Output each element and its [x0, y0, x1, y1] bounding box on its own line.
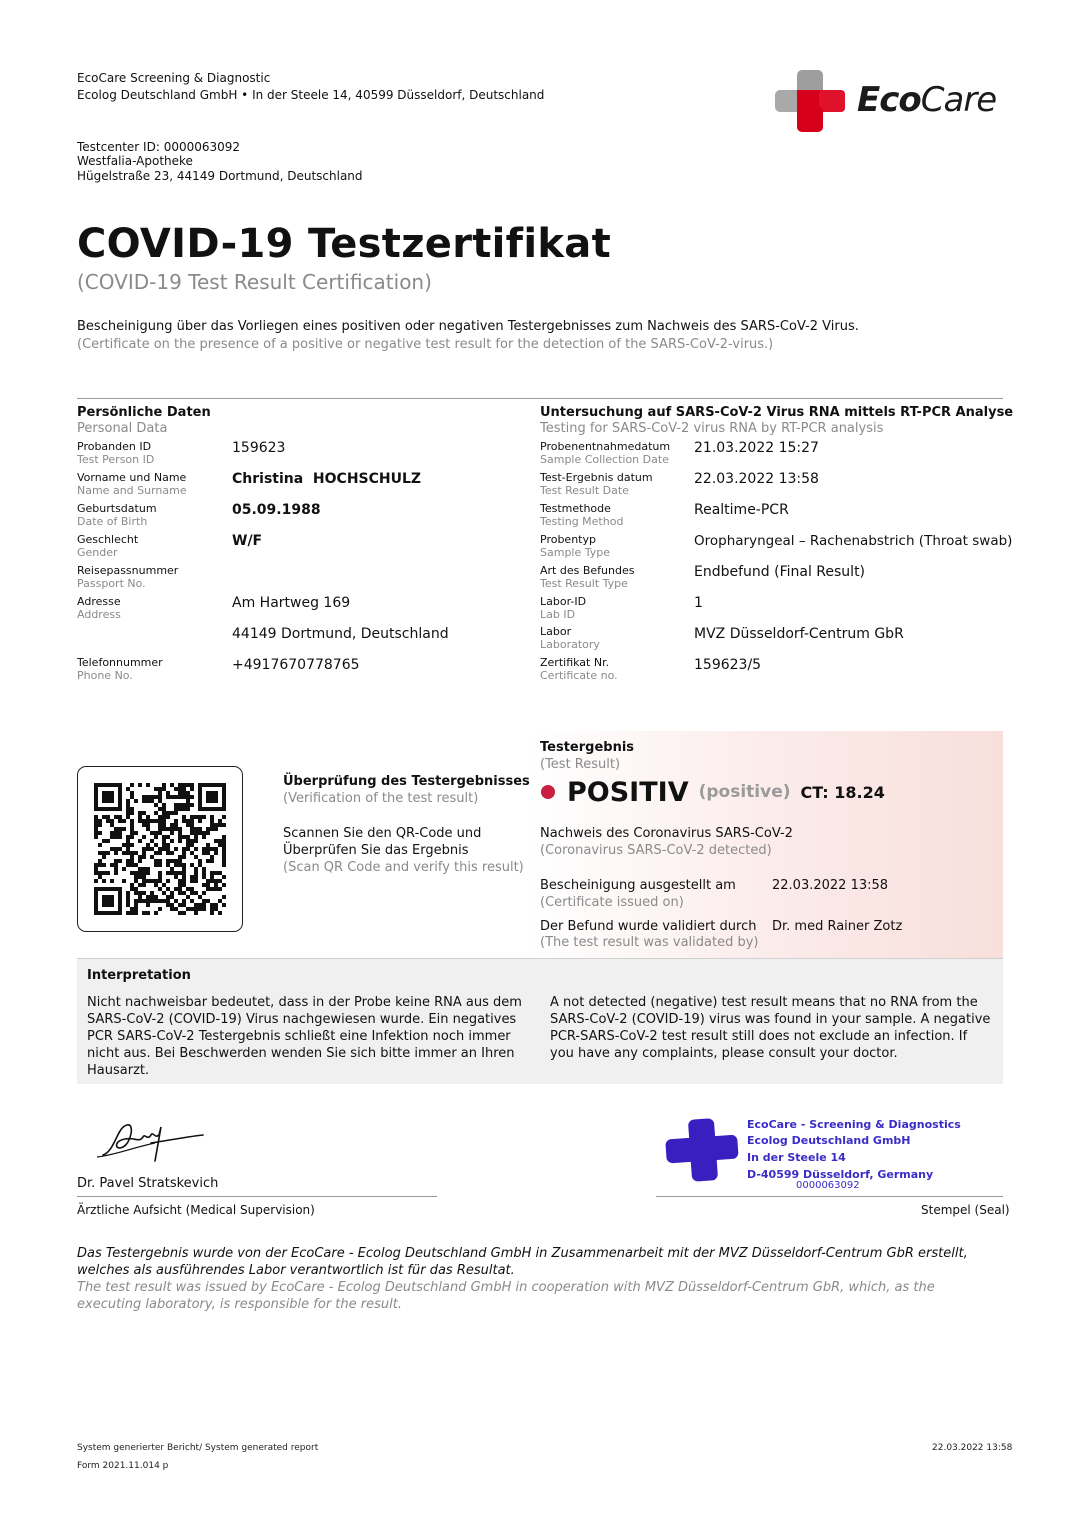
- testcenter-id: Testcenter ID: 0000063092: [77, 140, 241, 154]
- personal-row-passport: [77, 564, 178, 590]
- field-label-en: Testing Method: [540, 515, 624, 528]
- footer-form-number: Form 2021.11.014 p: [77, 1461, 169, 1471]
- disclaimer-de: Das Testergebnis wurde von der EcoCare - Ecolog Deutschland GmbH in Zusammenarbeit mit der MVZ Düsseldorf-Centrum GbR erstellt, welches als ausführendes Labor verantwortlich ist für das Resultat.: [77, 1246, 968, 1278]
- scan-instruction-2: Überprüfen Sie das Ergebnis: [283, 843, 469, 858]
- analysis-heading-en: Testing for SARS-CoV-2 virus RNA by RT-PCR analysis: [540, 421, 884, 436]
- qr-code-frame[interactable]: [77, 766, 243, 932]
- field-label-en: Address: [77, 608, 121, 621]
- disclaimer-en: The test result was issued by EcoCare - Ecolog Deutschland GmbH in cooperation with MVZ Düsseldorf-Centrum GbR, which, as the executing laboratory, is responsible for the result.: [77, 1280, 935, 1312]
- issued-value: 22.03.2022 13:58: [772, 878, 889, 893]
- testcenter-name: Westfalia-Apotheke: [77, 154, 193, 168]
- personal-heading: Persönliche Daten: [77, 405, 211, 420]
- field-label: Zertifikat Nr.: [540, 656, 610, 669]
- footer-date: 22.03.2022 13:58: [932, 1443, 1013, 1453]
- seal-line: [656, 1196, 1003, 1197]
- result-type-value: Endbefund (Final Result): [694, 564, 866, 580]
- field-label-en: Certificate no.: [540, 669, 618, 682]
- page-title: COVID-19 Testzertifikat: [77, 221, 611, 267]
- ecocare-logo-icon: [775, 70, 845, 132]
- detection-de: Nachweis des Coronavirus SARS-CoV-2: [540, 826, 793, 841]
- testcenter-address: Hügelstraße 23, 44149 Dortmund, Deutschland: [77, 169, 363, 183]
- validated-value: Dr. med Rainer Zotz: [772, 919, 903, 934]
- analysis-heading: Untersuchung auf SARS-CoV-2 Virus RNA mittels RT-PCR Analyse: [540, 405, 1014, 420]
- certificate-no-value: 159623/5: [694, 657, 762, 673]
- gender-value: W/F: [232, 533, 263, 549]
- sample-type-value: Oropharyngeal – Rachenabstrich (Throat swab): [694, 533, 1013, 549]
- field-label: Labor-ID: [540, 595, 587, 608]
- seal-caption: Stempel (Seal): [921, 1203, 1010, 1217]
- company-name: EcoCare Screening & Diagnostic: [77, 71, 271, 85]
- interpretation-heading: Interpretation: [87, 968, 191, 983]
- stamp-brand-sub: - Screening & Diagnostics: [796, 1118, 961, 1131]
- personal-row-phone: [77, 656, 163, 682]
- ct-value: CT: 18.24: [800, 782, 885, 802]
- stamp-line5: 0000063092: [796, 1180, 860, 1191]
- test-person-id-value: 159623: [232, 440, 286, 456]
- signer-name: Dr. Pavel Stratskevich: [77, 1176, 219, 1191]
- stamp-line2: Ecolog Deutschland GmbH: [747, 1134, 911, 1147]
- validated-label-en: (The test result was validated by): [540, 935, 759, 950]
- analysis-row-certificate: [540, 656, 618, 682]
- personal-row-id: [77, 440, 154, 466]
- validated-label: Der Befund wurde validiert durch: [540, 919, 757, 934]
- field-label: Labor: [540, 625, 572, 638]
- personal-row-name: [77, 471, 187, 497]
- address-line1-value: Am Hartweg 169: [232, 595, 351, 611]
- dob-value: 05.09.1988: [232, 502, 321, 518]
- logo-care: Care: [920, 80, 997, 120]
- field-label-en: Date of Birth: [77, 515, 148, 528]
- intro-en: (Certificate on the presence of a positive or negative test result for the detection of the SARS-CoV-2-virus.): [77, 337, 774, 352]
- field-label-en: Test Result Type: [540, 577, 628, 590]
- analysis-row-result-type: [540, 564, 634, 590]
- method-value: Realtime-PCR: [694, 502, 789, 518]
- signature-line: [77, 1196, 437, 1197]
- lab-value: MVZ Düsseldorf-Centrum GbR: [694, 626, 904, 642]
- intro-de: Bescheinigung über das Vorliegen eines positiven oder negativen Testergebnisses zum Nachweis des SARS-CoV-2 Virus.: [77, 319, 859, 334]
- field-label-en: Laboratory: [540, 638, 600, 651]
- name-value: Christina HOCHSCHULZ: [232, 471, 422, 487]
- field-label: Probenentnahmedatum: [540, 440, 671, 453]
- scan-instruction-en: (Scan QR Code and verify this result): [283, 860, 524, 875]
- qr-code-icon[interactable]: [94, 783, 226, 915]
- positive-dot-icon: [541, 785, 555, 799]
- logo-eco: Eco: [857, 80, 921, 120]
- field-label-en: Lab ID: [540, 608, 576, 621]
- divider: [77, 398, 1003, 399]
- page-subtitle: (COVID-19 Test Result Certification): [77, 270, 432, 294]
- personal-row-gender: [77, 533, 138, 559]
- analysis-row-method: [540, 502, 623, 528]
- stamp-line3: In der Steele 14: [747, 1151, 846, 1164]
- field-label: Testmethode: [540, 502, 611, 515]
- result-date-value: 22.03.2022 13:58: [694, 471, 819, 487]
- address-line2-value: 44149 Dortmund, Deutschland: [232, 626, 449, 642]
- field-label-en: Test Result Date: [540, 484, 629, 497]
- analysis-row-lab-id: [540, 595, 586, 621]
- field-label: Vorname und Name: [77, 471, 187, 484]
- stamp-line4: D-40599 Düsseldorf, Germany: [747, 1168, 934, 1181]
- field-label: Geschlecht: [77, 533, 139, 546]
- field-label: Art des Befundes: [540, 564, 635, 577]
- personal-row-address: [77, 595, 121, 621]
- company-address: Ecolog Deutschland GmbH • In der Steele 14, 40599 Düsseldorf, Deutschland: [77, 88, 545, 102]
- field-label: Reisepassnummer: [77, 564, 179, 577]
- signature-icon: [95, 1113, 210, 1173]
- interpretation-de: Nicht nachweisbar bedeutet, dass in der Probe keine RNA aus dem SARS-CoV-2 (COVID-19) Virus nachgewiesen wurde. Ein negatives PCR SARS-CoV-2 Testergebnis schließt eine Infektion noch immer nicht aus. Bei Beschwerden wenden Sie sich bitte immer an Ihren Hausarzt.: [87, 995, 522, 1078]
- field-label-en: Sample Type: [540, 546, 611, 559]
- field-label: Telefonnummer: [77, 656, 163, 669]
- stamp-brand: EcoCare: [747, 1118, 797, 1131]
- field-label: Test-Ergebnis datum: [540, 471, 653, 484]
- analysis-row-collection: [540, 440, 670, 466]
- field-label-en: Gender: [77, 546, 118, 559]
- detection-en: (Coronavirus SARS-CoV-2 detected): [540, 843, 772, 858]
- issued-label-en: (Certificate issued on): [540, 895, 684, 910]
- analysis-row-sample-type: [540, 533, 610, 559]
- field-label-en: Name and Surname: [77, 484, 187, 497]
- result-value: POSITIV: [567, 776, 689, 808]
- stamp-line1: [747, 1117, 961, 1133]
- interpretation-en: A not detected (negative) test result means that no RNA from the SARS-CoV-2 (COVID-19) virus was found in your sample. A negative PCR-SARS-CoV-2 test result still does not exclude an infection. If you have any complaints, please consult your doctor.: [550, 995, 991, 1061]
- stamp-cross-icon: [664, 1117, 740, 1183]
- field-label-en: Test Person ID: [77, 453, 155, 466]
- personal-heading-en: Personal Data: [77, 421, 168, 436]
- field-label: Geburtsdatum: [77, 502, 157, 515]
- analysis-row-result-date: [540, 471, 653, 497]
- field-label-en: Passport No.: [77, 577, 146, 590]
- field-label-en: Sample Collection Date: [540, 453, 669, 466]
- result-line: [541, 776, 885, 808]
- issued-label: Bescheinigung ausgestellt am: [540, 878, 736, 893]
- result-heading: Testergebnis: [540, 740, 635, 755]
- footer-system-report: System generierter Bericht/ System generated report: [77, 1443, 319, 1453]
- verification-heading: Überprüfung des Testergebnisses: [283, 774, 530, 789]
- personal-row-dob: [77, 502, 157, 528]
- verification-heading-en: (Verification of the test result): [283, 791, 479, 806]
- field-label: Probanden ID: [77, 440, 152, 453]
- result-heading-en: (Test Result): [540, 757, 621, 772]
- field-label: Adresse: [77, 595, 121, 608]
- scan-instruction-1: Scannen Sie den QR-Code und: [283, 826, 482, 841]
- collection-date-value: 21.03.2022 15:27: [694, 440, 819, 456]
- lab-id-value: 1: [694, 595, 703, 611]
- signature-caption: Ärztliche Aufsicht (Medical Supervision): [77, 1203, 315, 1217]
- result-value-en: (positive): [698, 782, 791, 802]
- field-label-en: Phone No.: [77, 669, 133, 682]
- phone-value: +4917670778765: [232, 657, 360, 673]
- analysis-row-lab: [540, 625, 600, 651]
- field-label: Probentyp: [540, 533, 596, 546]
- ecocare-logo-text: [857, 80, 996, 120]
